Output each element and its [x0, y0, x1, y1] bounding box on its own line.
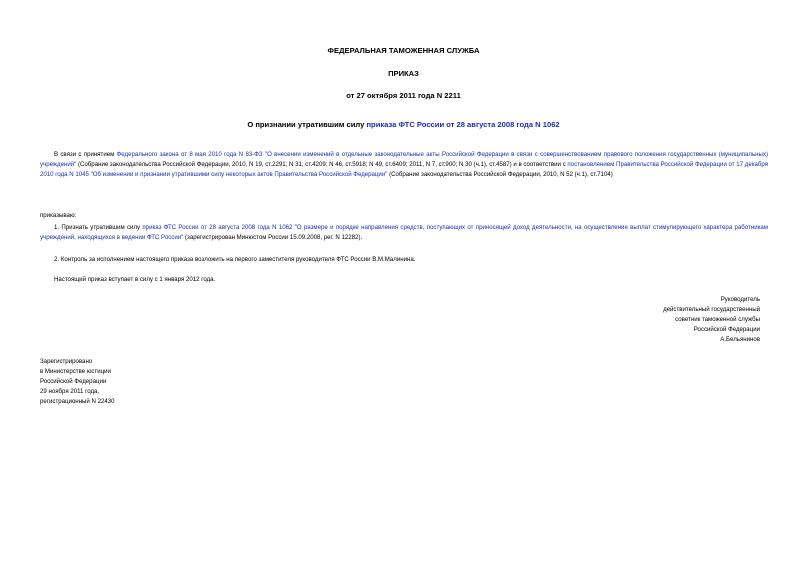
registration-line-3: Российской Федерации	[40, 378, 107, 385]
signature-line-3: советник таможенной службы	[675, 316, 760, 323]
government-resolution-link[interactable]: постановлением Правительства Российской Федерации от 17 декабря 2010 года N 1045 "Об изменении и признании утратившими силу некоторых актов Правительства Российской Федерации"	[40, 161, 769, 178]
federal-law-link[interactable]: Федерального закона от 8 мая 2010 года N 83-ФЗ "О внесении изменений в отдельные законодательные акты Российской Федерации в связи с совершенствованием правового положения государственных (муниципальных) учреждений"	[40, 151, 768, 168]
intro-text-1: В связи с принятием	[54, 151, 117, 158]
repealed-order-link[interactable]: приказ ФТС России от 28 августа 2008 года N 1062 "О размере и порядке направления средств, поступающих от приносящей доход деятельности, на осуществление выплат стимулирующего характера работникам учреждений, находящихся в ведении ФТС России"	[40, 224, 768, 241]
intro-text-2: (Собрание законодательства Российской Федерации, 2010, N 19, ст.2291; N 31, ст.4209; N 46, ст.5918; N 49, ст.6409; 2011, N 7, ст.900; N 30 (ч.1), ст.4587) и в соответствии с	[76, 161, 568, 168]
registration-line-1: Зарегистрировано	[40, 358, 93, 365]
signature-line-4: Российской Федерации	[693, 326, 760, 333]
signature-line-2: действительный государственный	[663, 306, 760, 313]
intro-text-3: (Собрание законодательства Российской Федерации, 2010, N 52 (ч.1), ст.7104)	[387, 171, 613, 178]
doc-title	[0, 120, 807, 130]
item-1-text-1: 1. Признать утратившим силу	[54, 224, 143, 231]
registration-block	[40, 357, 115, 407]
doc-type: ПРИКАЗ	[388, 69, 419, 78]
intro-paragraph	[40, 150, 768, 180]
effective-date-paragraph: Настоящий приказ вступает в силу с 1 января 2012 года.	[54, 276, 216, 283]
registration-line-4: 29 ноября 2011 года,	[40, 388, 100, 395]
signature-line-1: Руководитель	[720, 296, 760, 303]
item-1-text-2: (зарегистрирован Минюстом России 15.09.2008, рег. N 12282).	[183, 234, 363, 241]
doc-title-link[interactable]: приказа ФТС России от 28 августа 2008 года N 1062	[366, 120, 560, 129]
signature-name: А.Бельянинов	[720, 336, 760, 343]
agency-name: ФЕДЕРАЛЬНАЯ ТАМОЖЕННАЯ СЛУЖБА	[327, 46, 480, 55]
item-2-paragraph: 2. Контроль за исполнением настоящего приказа возложить на первого заместителя руководителя ФТС России В.М.Малинина.	[54, 256, 416, 263]
doc-date-number: от 27 октября 2011 года N 2211	[346, 91, 461, 100]
registration-line-2: в Министерстве юстиции	[40, 368, 111, 375]
doc-title-text: О признании утратившим силу	[247, 120, 367, 129]
order-word: приказываю:	[40, 212, 77, 219]
registration-number: регистрационный N 22430	[40, 398, 115, 405]
signature-block	[520, 295, 760, 345]
item-1-paragraph	[40, 223, 768, 243]
